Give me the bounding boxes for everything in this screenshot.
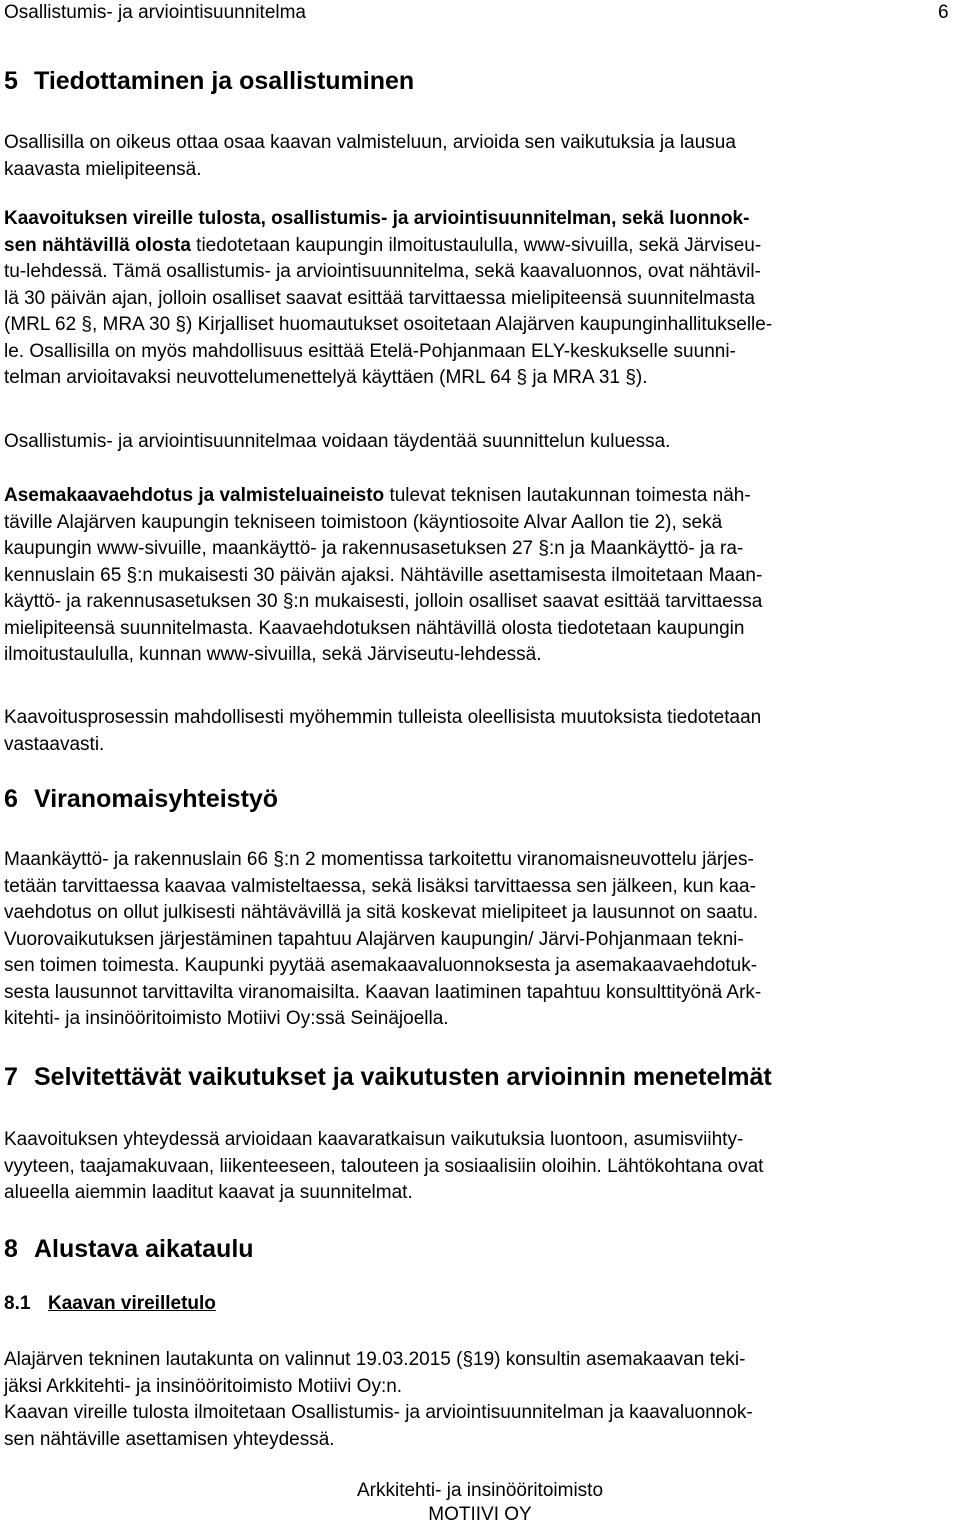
text-line: Osallisilla on oikeus ottaa osaa kaavan valmisteluun, arvioida sen vaikutuksia ja lausua xyxy=(4,132,736,153)
text-line: vaehdotus on ollut julkisesti nähtävävillä ja sitä koskevat mielipiteet ja lausunnot on saatu. xyxy=(4,902,759,923)
page-number: 6 xyxy=(938,2,949,23)
heading-number: 6 xyxy=(4,785,18,813)
text-line: Osallistumis- ja arviointisuunnitelmaa voidaan täydentää suunnittelun kuluessa. xyxy=(4,431,671,452)
section-8-1-paragraph xyxy=(4,1347,950,1453)
heading-number: 5 xyxy=(4,67,18,95)
heading-text: Viranomaisyhteistyö xyxy=(34,785,279,813)
text-line: Alajärven tekninen lautakunta on valinnut 19.03.2015 (§19) konsultin asemakaavan teki- xyxy=(4,1349,746,1370)
subheading-number: 8.1 xyxy=(4,1293,31,1314)
text-line: ilmoitustaululla, kunnan www-sivuilla, sekä Järviseutu-lehdessä. xyxy=(4,644,542,665)
section-7-heading xyxy=(4,1062,772,1092)
subheading-text: Kaavan vireilletulo xyxy=(48,1293,216,1314)
heading-number: 8 xyxy=(4,1235,18,1263)
heading-text: Tiedottaminen ja osallistuminen xyxy=(34,67,415,95)
text-line: lä 30 päivän ajan, jolloin osalliset saavat esittää tarvittaessa mielipiteensä suunnitelmasta xyxy=(4,287,755,309)
text-line: telman arvioitavaksi neuvottelumenettelyä käyttäen (MRL 64 § ja MRA 31 §). xyxy=(4,367,648,388)
section-7-paragraph-1 xyxy=(4,1127,950,1207)
heading-text: Selvitettävät vaikutukset ja vaikutusten arvioinnin menetelmät xyxy=(34,1063,772,1091)
text-line: täville Alajärven kaupungin tekniseen toimistoon (käyntiosoite Alvar Aallon tie 2), sekä xyxy=(4,511,723,533)
bold-text: Asemakaavaehdotus ja valmisteluaineisto xyxy=(4,485,385,506)
section-6-heading xyxy=(4,784,278,814)
text-line: sen toimen toimesta. Kaupunki pyytää asemakaavaluonnoksesta ja asemakaavaehdotuk- xyxy=(4,955,758,976)
text-line: kaupungin www-sivuille, maankäyttö- ja rakennusasetuksen 27 §:n ja Maankäyttö- ja ra- xyxy=(4,538,744,559)
text-line: Kaavoitusprosessin mahdollisesti myöhemmin tulleista oleellisista muutoksista tiedotetaan xyxy=(4,707,762,728)
section-5-heading xyxy=(4,66,414,96)
footer-line-2: MOTIIVI OY xyxy=(428,1504,532,1525)
text-line: Kaavan vireille tulosta ilmoitetaan Osallistumis- ja arviointisuunnitelman ja kaavaluonnok- xyxy=(4,1402,753,1423)
text-line: kennuslain 65 §:n mukaisesti 30 päivän ajaksi. Nähtäville asettamisesta ilmoitetaan Maan- xyxy=(4,564,763,586)
text-line: jäksi Arkkitehti- ja insinööritoimisto Motiivi Oy:n. xyxy=(4,1375,403,1397)
section-6-paragraph-1 xyxy=(4,847,950,1033)
heading-number: 7 xyxy=(4,1063,18,1091)
subsection-8-1-heading xyxy=(4,1291,216,1317)
text-line: sen nähtäville asettamisen yhteydessä. xyxy=(4,1428,335,1450)
text: tulevat teknisen lautakunnan toimesta näh- xyxy=(384,485,751,506)
text-line: sesta lausunnot tarvittavilta viranomaisilta. Kaavan laatiminen tapahtuu konsulttityönä Ark- xyxy=(4,981,762,1003)
text-line: kaavasta mielipiteensä. xyxy=(4,158,202,180)
bold-text: sen nähtävillä olosta xyxy=(4,234,191,256)
text-line: (MRL 62 §, MRA 30 §) Kirjalliset huomautukset osoitetaan Alajärven kaupunginhallitukselle- xyxy=(4,314,773,335)
text-line: Vuorovaikutuksen järjestäminen tapahtuu Alajärven kaupungin/ Järvi-Pohjanmaan tekni- xyxy=(4,928,744,950)
text-line: Maankäyttö- ja rakennuslain 66 §:n 2 momentissa tarkoitettu viranomaisneuvottelu järjes- xyxy=(4,849,754,870)
section-5-paragraph-2 xyxy=(4,206,950,392)
section-5-paragraph-4 xyxy=(4,483,950,669)
text-line: Kaavoituksen yhteydessä arvioidaan kaavaratkaisun vaikutuksia luontoon, asumisviihty- xyxy=(4,1129,744,1150)
footer-line-1: Arkkitehti- ja insinööritoimisto xyxy=(356,1480,604,1501)
text-line: mielipiteensä suunnitelmasta. Kaavaehdotuksen nähtävillä olosta tiedotetaan kaupungin xyxy=(4,617,745,639)
bold-text-line: Kaavoituksen vireille tulosta, osallistumis- ja arviointisuunnitelman, sekä luonnok- xyxy=(4,208,750,229)
text-line: vastaavasti. xyxy=(4,733,105,755)
section-5-paragraph-5 xyxy=(4,705,950,758)
text: tiedotetaan kaupungin ilmoitustaululla, www-sivuilla, sekä Järviseu- xyxy=(190,234,762,256)
text-line: alueella aiemmin laaditut kaavat ja suunnitelmat. xyxy=(4,1182,413,1203)
section-5-paragraph-3 xyxy=(4,429,950,456)
text-line: käyttö- ja rakennusasetuksen 30 §:n mukaisesti, jolloin osalliset saavat esittää tarvittaessa xyxy=(4,591,763,612)
text-line: le. Osallisilla on myös mahdollisuus esittää Etelä-Pohjanmaan ELY-keskukselle suunni- xyxy=(4,340,736,362)
section-5-paragraph-1 xyxy=(4,130,950,183)
running-header-title: Osallistumis- ja arviointisuunnitelma xyxy=(4,2,306,23)
text-line: kitehti- ja insinööritoimisto Motiivi Oy:ssä Seinäjoella. xyxy=(4,1008,449,1029)
heading-text: Alustava aikataulu xyxy=(34,1235,254,1263)
text-line: vyyteen, taajamakuvaan, liikenteeseen, talouteen ja sosiaalisiin oloihin. Lähtökohtana ovat xyxy=(4,1155,764,1177)
section-8-heading xyxy=(4,1234,254,1264)
text-line: tu-lehdessä. Tämä osallistumis- ja arviointisuunnitelma, sekä kaavaluonnos, ovat nähtävil- xyxy=(4,261,761,282)
text-line: tetään tarvittaessa kaavaa valmisteltaessa, sekä lisäksi tarvittaessa sen jälkeen, kun kaa- xyxy=(4,875,756,897)
